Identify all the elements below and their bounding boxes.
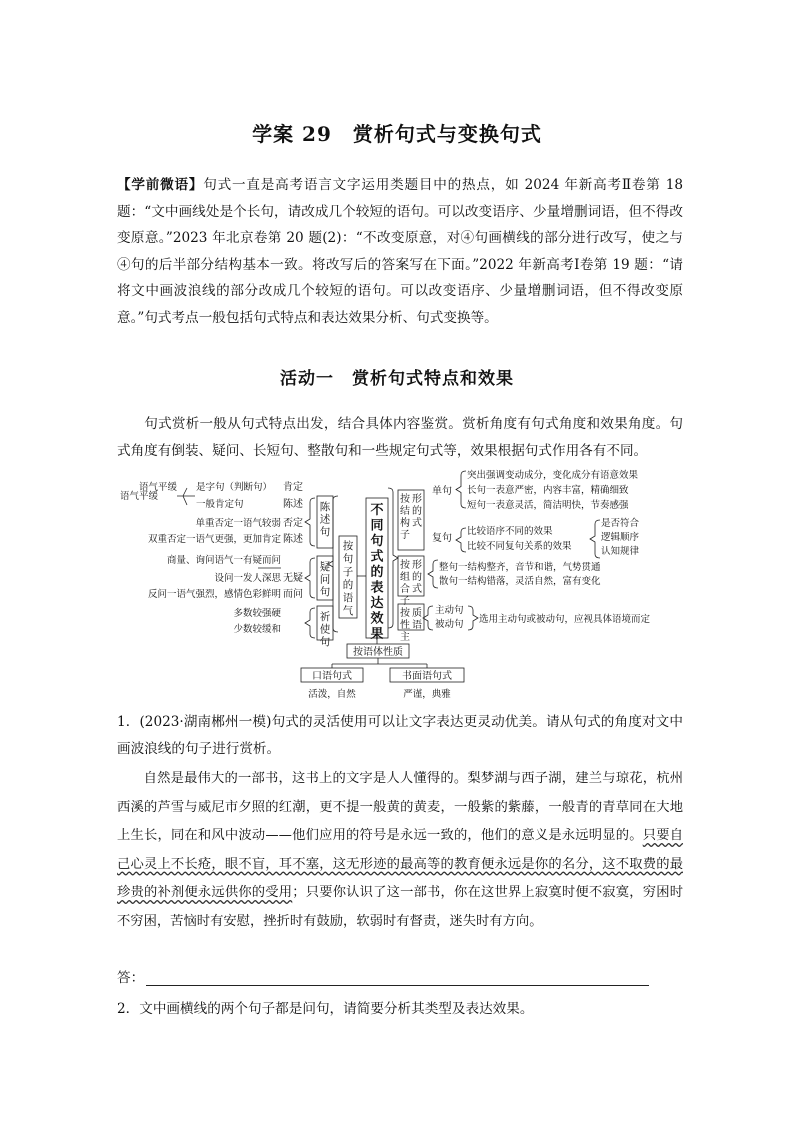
sentence-type-mindmap <box>117 468 682 700</box>
row-left: 商量、询问语气一有疑而问 <box>166 555 281 566</box>
right-group-label: 主 <box>400 632 410 643</box>
center-label: 句 <box>370 534 384 549</box>
passage-text-end: ；只要你认识了这一部书，你在这世界上寂寞时便不寂寞，穷困时不穷困，苦恼时有安慰，挫折时有鼓励，软弱时有督责，迷失时有方向。 <box>117 885 684 929</box>
group-label: 问 <box>319 573 331 586</box>
row-left: 双重否定一语气更强，更加肯定 <box>147 534 281 545</box>
intro-paragraph <box>117 172 683 331</box>
row-tag: 肯定 <box>283 482 303 493</box>
right-group-label: 形 <box>412 560 422 571</box>
row-left: 反问一语气强烈，感情色彩鲜明 <box>147 589 281 600</box>
center-label: 不 <box>370 503 384 518</box>
written-label: 书面语句式 <box>402 671 452 682</box>
row-tag: 无疑 <box>283 573 303 584</box>
brace-line <box>305 498 315 546</box>
compound-effect: 认知规律 <box>601 546 640 557</box>
right-group-label: 子 <box>400 530 410 541</box>
group-label: 句 <box>319 586 331 598</box>
question-1: 1．(2023·湖南郴州一模)句式的灵活使用可以让文字表达更灵动优美。请从句式的角度对文中画波浪线的句子进行赏析。 <box>117 714 683 757</box>
center-label: 的 <box>370 565 384 580</box>
whole-loose-sentence: 整句一结构整齐，音节和谐，气势贯通 <box>439 562 601 573</box>
row-tag: 陈述 <box>283 534 303 545</box>
register-label: 按语体性质 <box>353 647 403 658</box>
group-label: 陈 <box>319 501 331 513</box>
group-label: 句 <box>319 526 331 538</box>
center-label: 达 <box>370 596 384 611</box>
group-label: 使 <box>319 623 331 636</box>
question-2: 2．文中画横线的两个句子都是问句，请简要分析其类型及表达效果。 <box>117 1001 534 1017</box>
right-group-label: 语 <box>412 620 422 631</box>
single-sentence-item: 长句一表意严密，内容丰富，精确细致 <box>467 485 629 496</box>
row-left: 设问一发人深思 <box>214 573 281 584</box>
voice-note: 选用主动句或被动句，应视具体语境而定 <box>479 614 651 625</box>
connector-line <box>183 496 187 505</box>
answer-label: 答： <box>117 970 145 986</box>
voice-sentence: 被动句 <box>435 619 464 630</box>
right-group-label: 质 <box>412 608 422 619</box>
row-tag: 陈述 <box>283 499 303 510</box>
right-group-label: 组 <box>400 572 410 583</box>
written-desc: 严谨，典雅 <box>403 689 451 700</box>
voice-sentence: 主动句 <box>435 605 464 616</box>
intro-tag: 【学前微语】 <box>117 177 204 193</box>
center-label: 效 <box>370 611 384 627</box>
compound-sentence-item: 比较不同复句关系的效果 <box>467 541 572 552</box>
right-group-label: 按 <box>400 608 410 619</box>
right-group-label: 式 <box>412 518 422 529</box>
right-group-label: 的 <box>412 572 422 583</box>
right-group-label: 结 <box>400 506 410 517</box>
group-label: 述 <box>319 513 331 526</box>
intro-text: 句式一直是高考语言文字运用类题目中的热点，如 2024 年新高考Ⅱ卷第 18 题：“文中画线处是个长句，请改成几个较短的语句。可以改变语序、少量增删词语，但不得改变原意。”2023 年北京卷第 20 题(2)：“不改变原意，对④句画横线的部分进行改写，使之与④句的后半部分结构基本一致。将改写后的答案写在下面。”2022 年新高考Ⅰ卷第 19 题：“请将文中画波浪线的部分改成几个较短的语句。可以改变语序、少量增删词语，但不得改变原意。”句式考点一般包括句式特点和表达效果分析、句式变换等。 <box>117 177 684 326</box>
right-group-label: 的 <box>412 506 422 517</box>
compound-sentence-item: 比较语序不同的效果 <box>467 526 553 537</box>
brace-line <box>428 560 438 588</box>
single-sentence-item: 短句一表意灵活，简洁明快，节奏感强 <box>467 500 629 511</box>
right-group-label: 构 <box>400 518 410 529</box>
spoken-desc: 活泼，自然 <box>308 689 356 700</box>
row-left: 单重否定一语气较弱 <box>195 518 281 529</box>
brace-line <box>590 520 600 558</box>
left-main-label: 按 <box>342 540 354 552</box>
passage-text: 自然是最伟大的一部书，这书上的文字是人人懂得的。梨梦湖与西子湖，建兰与琼花，杭州西溪的芦雪与威尼市夕照的红潮，更不提一般黄的黄麦，一般紫的紫藤，一般青的青草同在大地上生长，同在和风中波动——他们应用的符号是永远一致的，他们的意义是永远明显的。 <box>117 771 683 843</box>
group-label: 祈 <box>319 611 331 623</box>
row-mid: 一般肯定句 <box>196 499 244 510</box>
connector-line <box>183 488 187 496</box>
reading-passage <box>117 765 683 936</box>
left-main-label: 的 <box>342 579 354 591</box>
section-description: 句式赏析一般从句式特点出发，结合具体内容鉴赏。赏析角度有句式角度和效果角度。句式角度有倒装、疑问、长短句、整散句和一些规定句式等，效果根据句式作用各有不同。 <box>117 416 683 459</box>
brace-line <box>468 606 478 630</box>
right-group-label: 按 <box>400 560 410 571</box>
right-group-label: 性 <box>400 620 410 631</box>
center-label: 同 <box>370 518 384 534</box>
brace-line <box>456 471 466 508</box>
compound-effect: 逻辑顺序 <box>601 532 640 543</box>
single-sentence-label: 单句 <box>432 486 452 497</box>
brace-line <box>456 528 466 552</box>
brace-line <box>305 558 315 598</box>
left-main-label: 子 <box>342 566 354 578</box>
brace-line <box>388 488 398 628</box>
center-label: 果 <box>370 627 384 642</box>
wavy-underlined-sentence: 只要自己心灵上不长疮，眼不盲，耳不塞，这无形迹的最高等的教育便永远是你的名分，这不取费的最珍贵的补剂便永远供你的受用 <box>117 828 684 900</box>
center-label: 表 <box>370 580 384 596</box>
left-main-label: 句 <box>342 553 354 565</box>
spoken-label: 口语句式 <box>312 671 352 682</box>
right-group-label: 按 <box>400 494 410 505</box>
brace-line <box>423 606 433 630</box>
row-tag: 否定 <box>283 518 303 529</box>
single-sentence-item: 突出强调变动成分，变化成分有语意效果 <box>467 470 639 481</box>
row-left: 多数较强硬 <box>233 608 281 619</box>
right-group-label: 形 <box>412 494 422 505</box>
compound-sentence-label: 复句 <box>432 533 452 544</box>
page-title: 学案 29 赏析句式与变换句式 <box>252 122 542 146</box>
row-tag: 而问 <box>283 589 303 600</box>
right-group-label: 子 <box>400 596 410 607</box>
brace-line <box>305 608 315 638</box>
right-group-label: 式 <box>412 584 422 595</box>
center-label: 式 <box>370 549 384 565</box>
row-left: 语气平缓 <box>138 482 177 493</box>
row-mid: 是字句（判断句） <box>196 482 273 493</box>
answer-line[interactable] <box>146 985 649 986</box>
compound-effect: 是否符合 <box>601 518 640 529</box>
left-main-label: 气 <box>342 605 354 617</box>
tone-label: 语气平缓 <box>120 491 159 502</box>
right-group-label: 合 <box>400 584 410 595</box>
group-label: 疑 <box>319 561 331 573</box>
whole-loose-sentence: 散句一结构错落，灵活自然，富有变化 <box>439 576 601 587</box>
row-left: 少数较缓和 <box>233 624 281 635</box>
left-main-label: 语 <box>342 592 354 604</box>
group-label: 句 <box>319 636 331 648</box>
section-title: 活动一 赏析句式特点和效果 <box>280 369 514 389</box>
